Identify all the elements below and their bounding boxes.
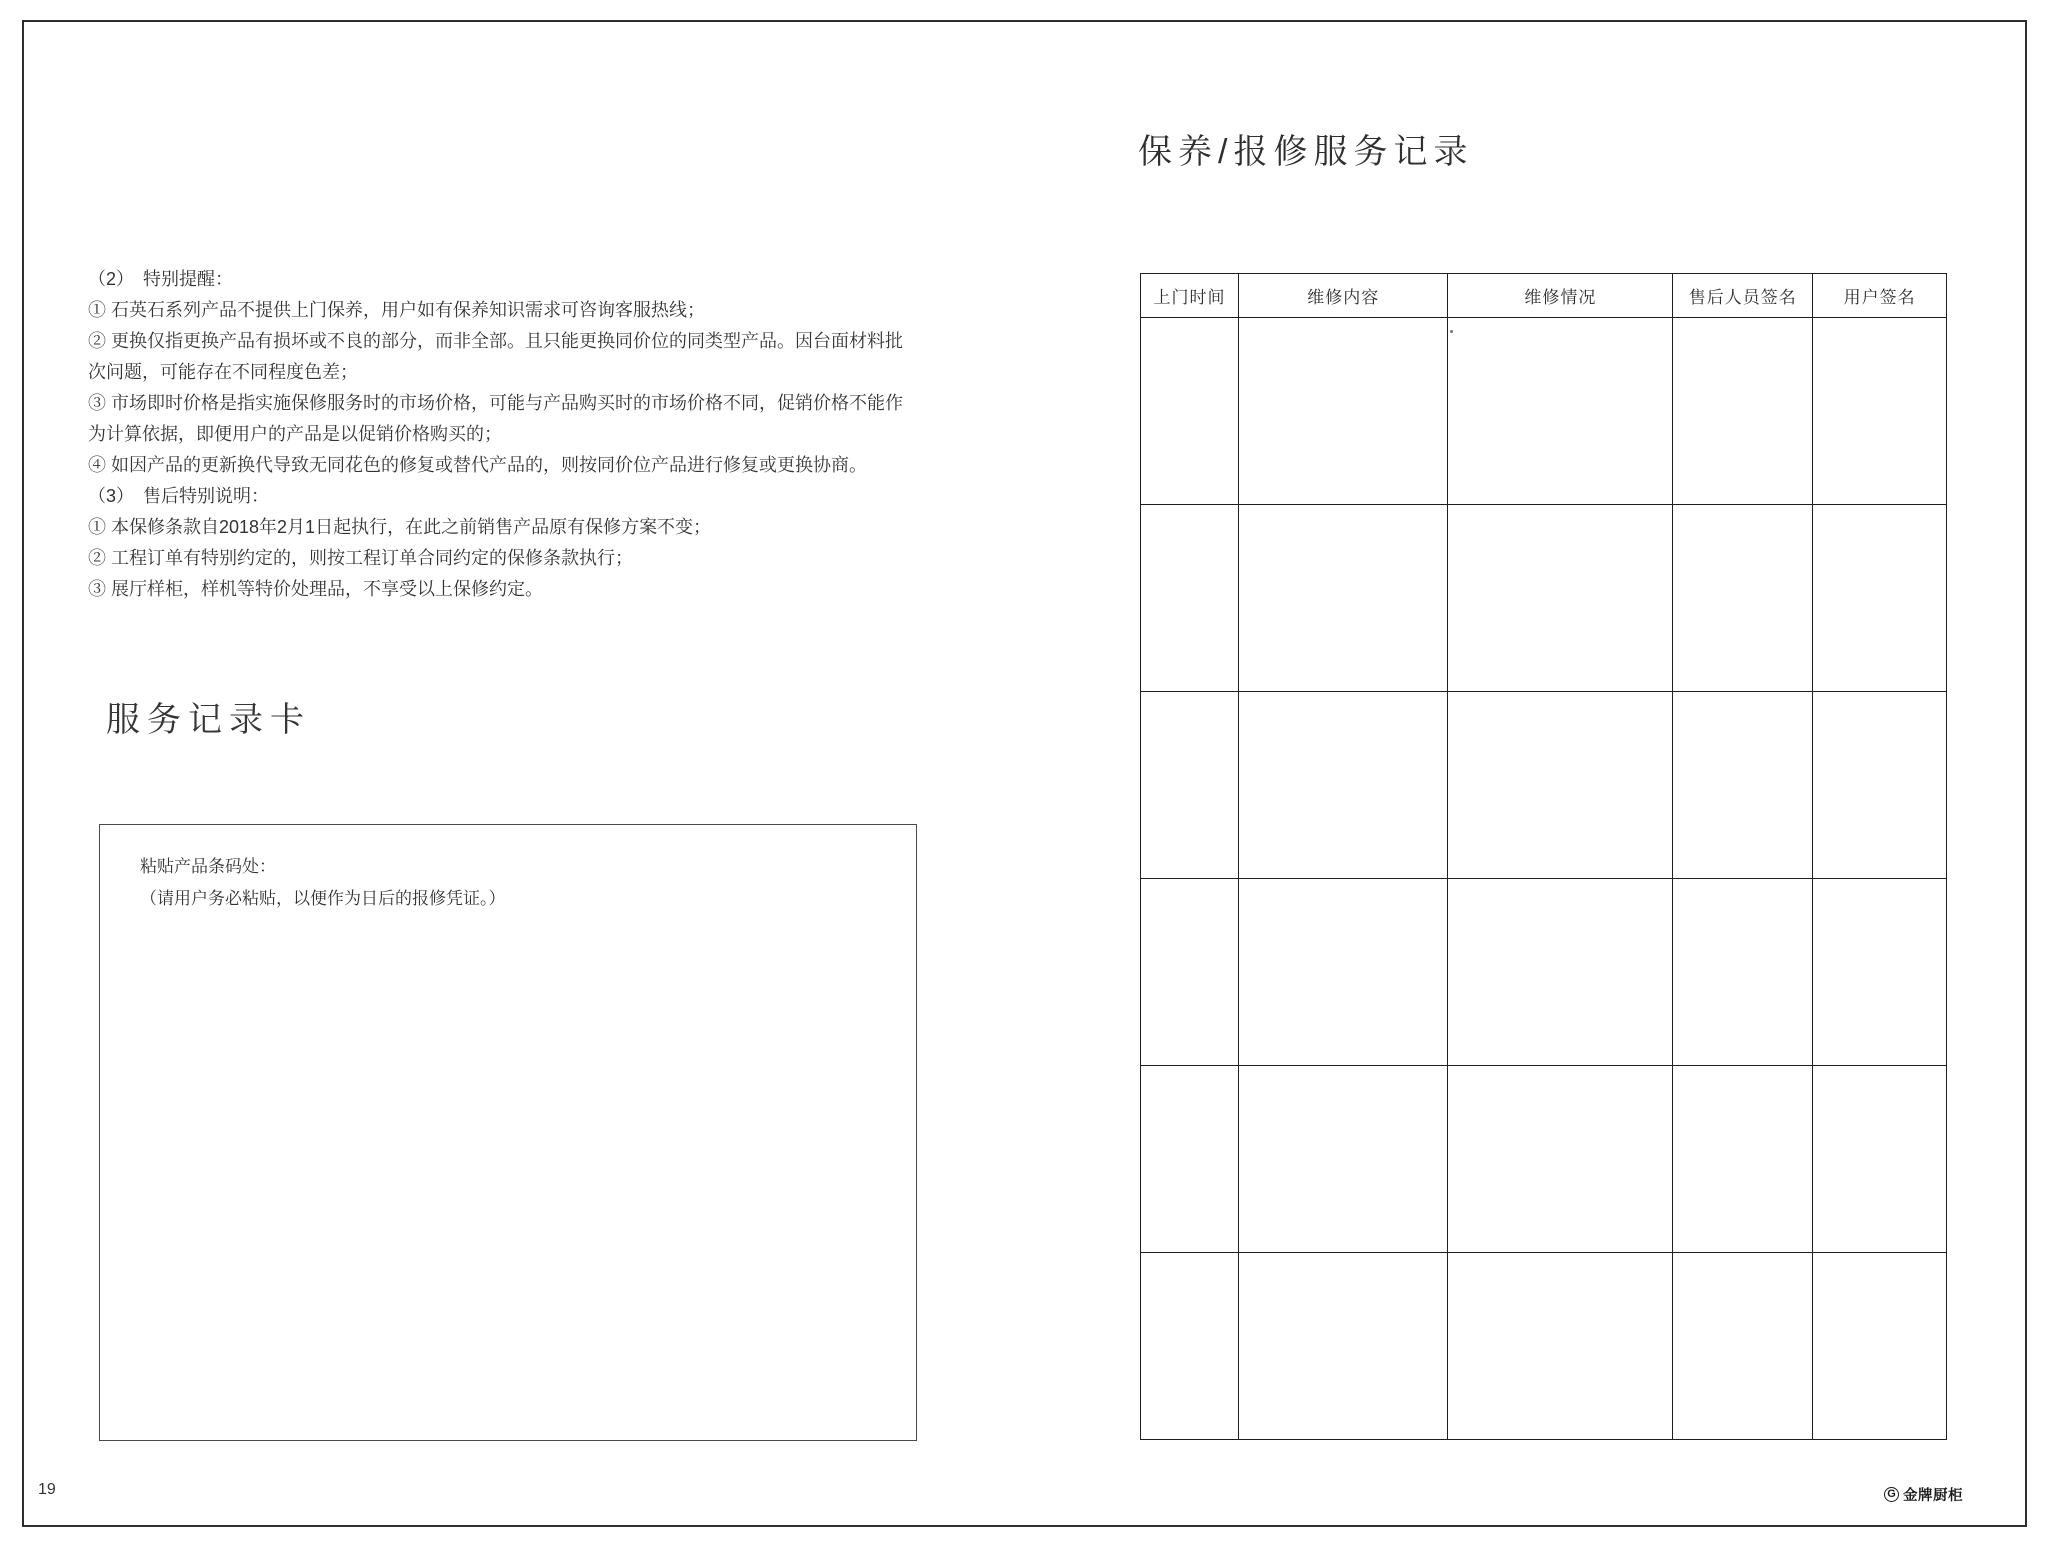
- table-cell: [1238, 1066, 1448, 1253]
- table-cell: [1238, 1253, 1448, 1440]
- table-cell: [1448, 1066, 1673, 1253]
- barcode-box-note: （请用户务必粘贴，以便作为日后的报修凭证。）: [140, 889, 506, 908]
- table-cell: [1141, 1253, 1239, 1440]
- table-cell: [1141, 879, 1239, 1066]
- table-row: [1141, 1253, 1947, 1440]
- table-cell: [1813, 505, 1947, 692]
- table-cell: [1673, 318, 1813, 505]
- note-line: ② 工程订单有特别约定的，则按工程订单合同约定的保修条款执行；: [88, 548, 633, 568]
- note-line: ① 石英石系列产品不提供上门保养，用户如有保养知识需求可咨询客服热线；: [88, 300, 705, 320]
- page-number: 19: [38, 1481, 56, 1498]
- table-head: [1141, 274, 1947, 318]
- note-line: （3） 售后特别说明：: [88, 486, 270, 506]
- note-line: 次问题，可能存在不同程度色差；: [88, 362, 358, 382]
- service-record-table: [1140, 273, 1947, 1440]
- table-cell: [1813, 318, 1947, 505]
- table-header-cell: 用户签名: [1813, 274, 1947, 318]
- table-cell: [1813, 692, 1947, 879]
- note-line: ③ 展厅样柜，样机等特价处理品，不享受以上保修约定。: [88, 579, 543, 599]
- barcode-sticker-box: [99, 824, 917, 1441]
- table-cell: [1673, 1066, 1813, 1253]
- note-line: ② 更换仅指更换产品有损坏或不良的部分，而非全部。且只能更换同价位的同类型产品。因台面材料批: [88, 331, 903, 351]
- table-cell: [1673, 879, 1813, 1066]
- table-cell: [1448, 879, 1673, 1066]
- table-cell: [1141, 1066, 1239, 1253]
- table-header-cell: 维修内容: [1238, 274, 1448, 318]
- table-header-cell: 售后人员签名: [1673, 274, 1813, 318]
- table-row: [1141, 692, 1947, 879]
- table-cell: [1238, 879, 1448, 1066]
- service-record-card-title: 服务记录卡: [106, 701, 311, 739]
- brand-logo-text: 金牌厨柜: [1903, 1488, 1963, 1504]
- table-header-cell: 上门时间: [1141, 274, 1239, 318]
- note-line: ③ 市场即时价格是指实施保修服务时的市场价格，可能与产品购买时的市场价格不同，促销价格不能作: [88, 393, 903, 413]
- table-cell: [1238, 318, 1448, 505]
- brand-g-icon: G: [1884, 1487, 1899, 1502]
- table-row: [1141, 1066, 1947, 1253]
- table-cell: [1673, 692, 1813, 879]
- table-cell: [1448, 1253, 1673, 1440]
- table-cell: [1813, 879, 1947, 1066]
- table-row: [1141, 879, 1947, 1066]
- table-body: [1141, 318, 1947, 1440]
- table-cell: [1141, 505, 1239, 692]
- table-cell: [1448, 505, 1673, 692]
- note-line: ① 本保修条款自2018年2月1日起执行，在此之前销售产品原有保修方案不变；: [88, 517, 712, 537]
- table-cell: [1813, 1066, 1947, 1253]
- table-cell: [1448, 692, 1673, 879]
- table-cell: [1673, 505, 1813, 692]
- table-cell: [1141, 692, 1239, 879]
- print-speck: [1450, 330, 1453, 333]
- table-cell: [1141, 318, 1239, 505]
- table-cell: [1673, 1253, 1813, 1440]
- note-line: ④ 如因产品的更新换代导致无同花色的修复或替代产品的，则按同价位产品进行修复或更换协商。: [88, 455, 867, 475]
- table-row: [1141, 505, 1947, 692]
- table-row: [1141, 318, 1947, 505]
- table-header-row: [1141, 274, 1947, 318]
- note-line: 为计算依据，即便用户的产品是以促销价格购买的；: [88, 424, 502, 444]
- table-cell: [1238, 505, 1448, 692]
- note-line: （2） 特别提醒：: [88, 269, 234, 289]
- maintenance-record-title: 保养/报修服务记录: [1138, 133, 1474, 171]
- table-cell: [1448, 318, 1673, 505]
- table-header-cell: 维修情况: [1448, 274, 1673, 318]
- table-cell: [1813, 1253, 1947, 1440]
- warranty-notes: [88, 264, 903, 605]
- brand-logo: [1884, 1484, 1963, 1505]
- barcode-box-label: 粘贴产品条码处：: [140, 857, 276, 876]
- table-cell: [1238, 692, 1448, 879]
